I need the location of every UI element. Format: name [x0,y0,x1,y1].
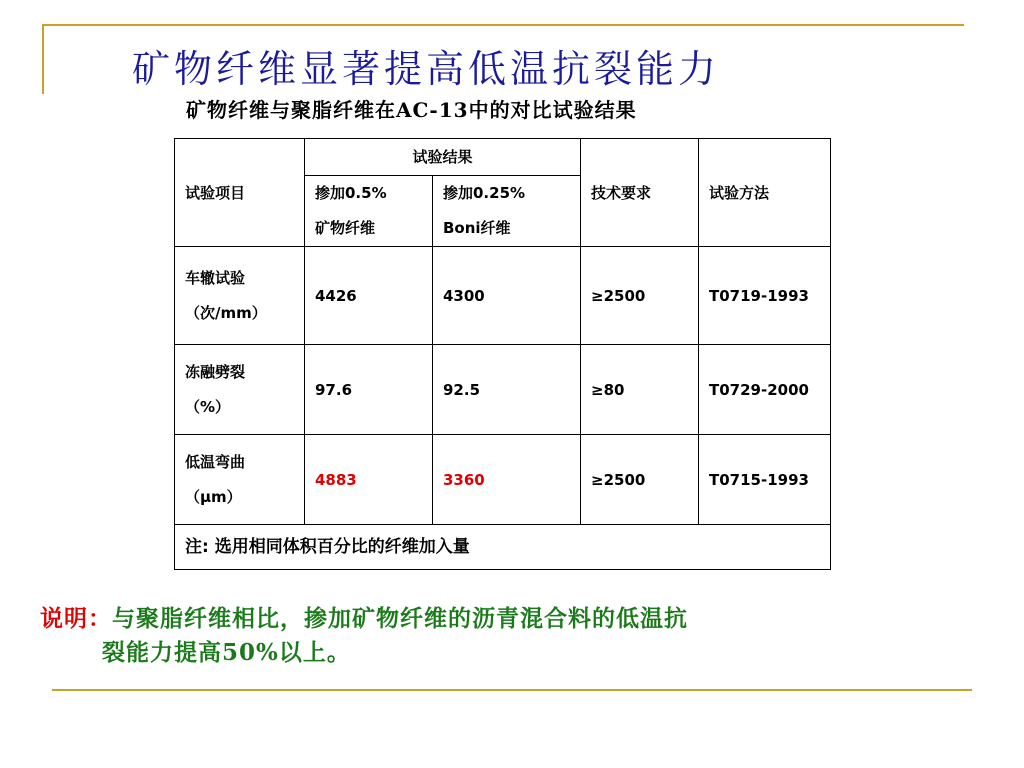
slide-title: 矿物纤维显著提高低温抗裂能力 [132,47,721,91]
results-table [174,138,831,570]
left-divider [42,24,44,94]
row-item-line2: （次/mm） [185,303,267,322]
header-item: 试验项目 [175,139,305,247]
header-mineral [305,176,433,247]
row-mineral-value-highlight: 4883 [305,435,433,525]
row-mineral-value: 4426 [305,247,433,345]
explanation [40,602,1000,670]
header-method: 试验方法 [699,139,831,247]
row-boni-value-highlight: 3360 [433,435,581,525]
row-requirement: ≥2500 [581,435,699,525]
row-method: T0715-1993 [699,435,831,525]
row-item-line2: （μm） [185,487,242,506]
header-mineral-line2: 矿物纤维 [315,219,376,237]
row-item-line1: 低温弯曲 [185,452,246,471]
row-boni-value: 4300 [433,247,581,345]
row-item-line1: 冻融劈裂 [185,362,246,381]
table-header-row [175,139,831,176]
bottom-divider [52,689,972,691]
row-item-line1: 车辙试验 [185,268,246,287]
row-requirement: ≥2500 [581,247,699,345]
header-results-group: 试验结果 [305,139,581,176]
table-row [175,435,831,525]
row-requirement: ≥80 [581,345,699,435]
row-item [175,247,305,345]
table-row [175,247,831,345]
top-divider [42,24,964,26]
row-boni-value: 92.5 [433,345,581,435]
table-note: 注: 选用相同体积百分比的纤维加入量 [175,525,831,570]
table-caption: 矿物纤维与聚脂纤维在AC-13中的对比试验结果 [186,98,637,122]
row-method: T0719-1993 [699,247,831,345]
explanation-text-line1: 与聚脂纤维相比，掺加矿物纤维的沥青混合料的低温抗 [112,605,688,632]
row-mineral-value: 97.6 [305,345,433,435]
header-boni [433,176,581,247]
header-boni-line1: 掺加0.25% [443,184,526,202]
row-item [175,345,305,435]
header-boni-line2: Boni纤维 [443,219,511,237]
explanation-label: 说明： [40,605,112,632]
explanation-text-line2: 裂能力提高50%以上。 [102,639,351,666]
row-item-line2: （%） [185,397,231,416]
row-item [175,435,305,525]
header-requirement: 技术要求 [581,139,699,247]
table-note-row [175,525,831,570]
row-method: T0729-2000 [699,345,831,435]
table-row [175,345,831,435]
header-mineral-line1: 掺加0.5% [315,184,387,202]
